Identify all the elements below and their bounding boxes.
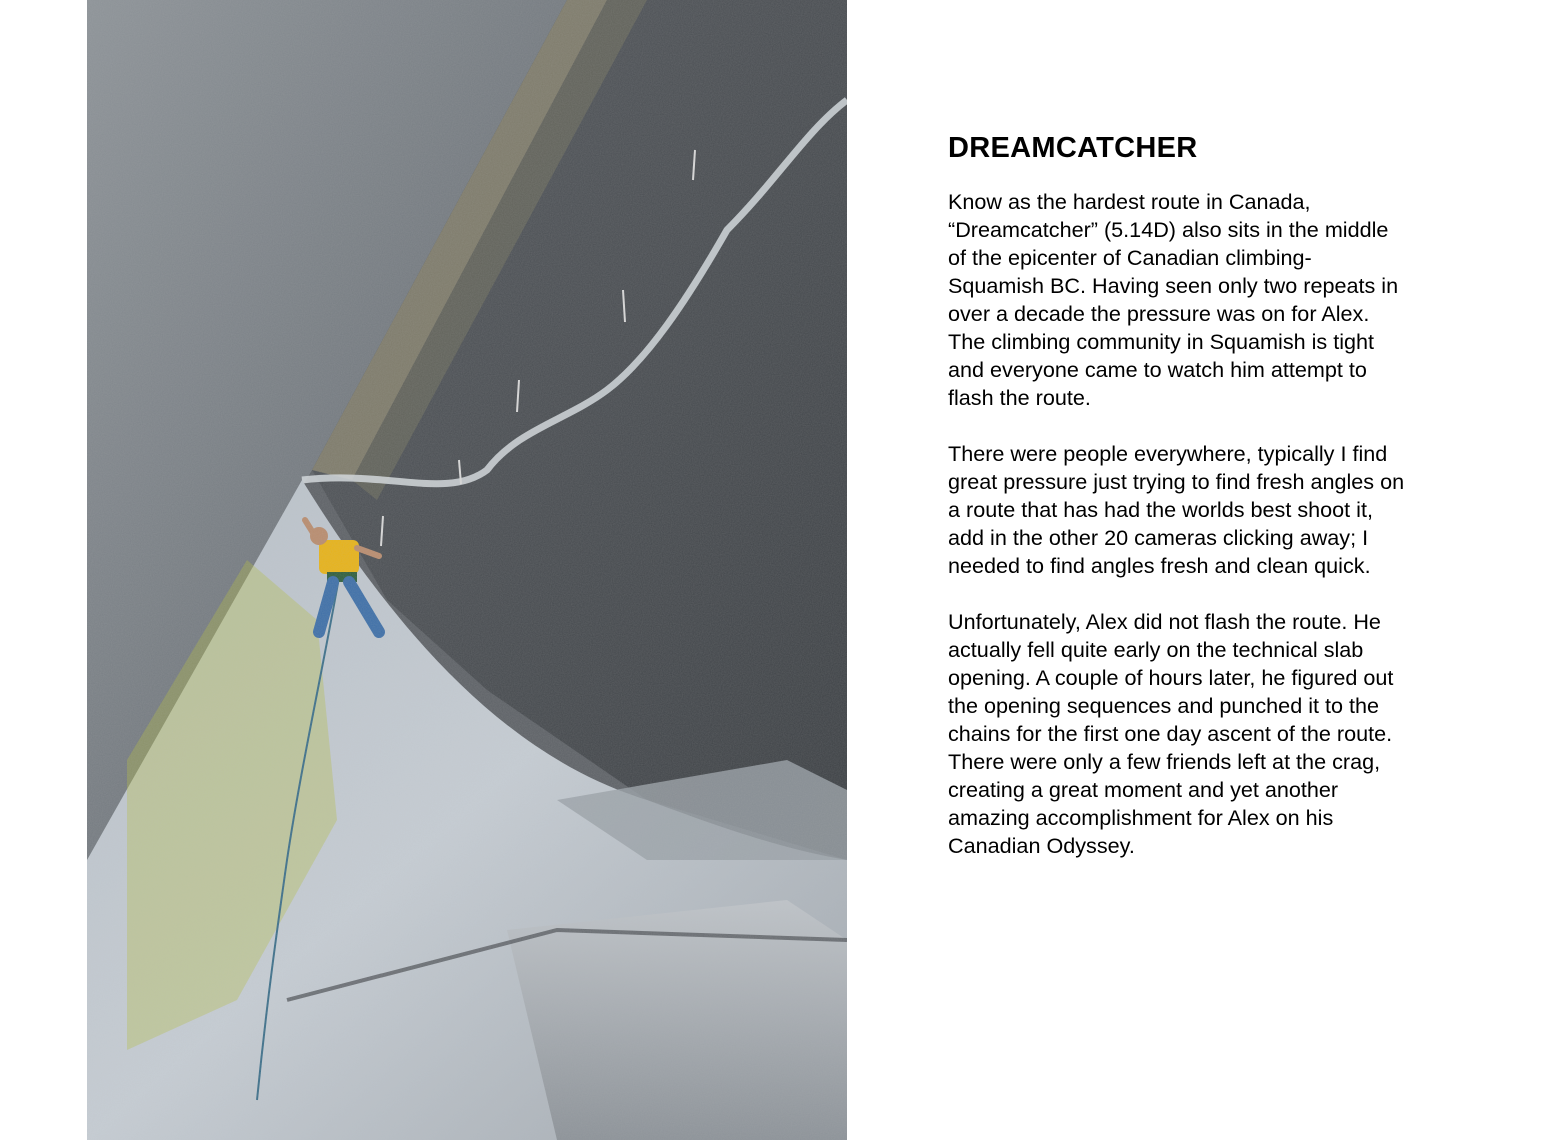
climbing-photo (87, 0, 847, 1140)
text-line: the opening sequences and punched it to the (948, 693, 1380, 718)
text-line: There were only a few friends left at the crag, (948, 749, 1381, 774)
text-line: Squamish BC. Having seen only two repeats in (948, 273, 1399, 298)
text-line: add in the other 20 cameras clicking away; I (948, 525, 1369, 550)
text-line: over a decade the pressure was on for Alex. (948, 301, 1370, 326)
text-line: great pressure just trying to find fresh angles on (948, 469, 1405, 494)
text-line: Know as the hardest route in Canada, (948, 189, 1311, 214)
text-line: actually fell quite early on the technical slab (948, 637, 1364, 662)
article-paragraph (948, 440, 1448, 580)
text-line: opening. A couple of hours later, he figured out (948, 665, 1394, 690)
text-line: Unfortunately, Alex did not flash the route. He (948, 609, 1381, 634)
text-line: Canadian Odyssey. (948, 833, 1135, 858)
text-line: The climbing community in Squamish is tight (948, 329, 1375, 354)
climber-illustration (87, 0, 847, 1140)
text-line: of the epicenter of Canadian climbing- (948, 245, 1312, 270)
text-line: amazing accomplishment for Alex on his (948, 805, 1334, 830)
text-line: creating a great moment and yet another (948, 777, 1339, 802)
text-line: needed to find angles fresh and clean quick. (948, 553, 1371, 578)
text-line: a route that has had the worlds best shoot it, (948, 497, 1373, 522)
text-line: chains for the first one day ascent of the route. (948, 721, 1393, 746)
text-line: and everyone came to watch him attempt to (948, 357, 1367, 382)
article-paragraph (948, 188, 1448, 412)
text-line: flash the route. (948, 385, 1091, 410)
article (948, 128, 1448, 888)
text-line: There were people everywhere, typically I find (948, 441, 1388, 466)
text-line: “Dreamcatcher” (5.14D) also sits in the middle (948, 217, 1389, 242)
article-paragraph (948, 608, 1448, 860)
article-title: DREAMCATCHER (948, 132, 1198, 164)
